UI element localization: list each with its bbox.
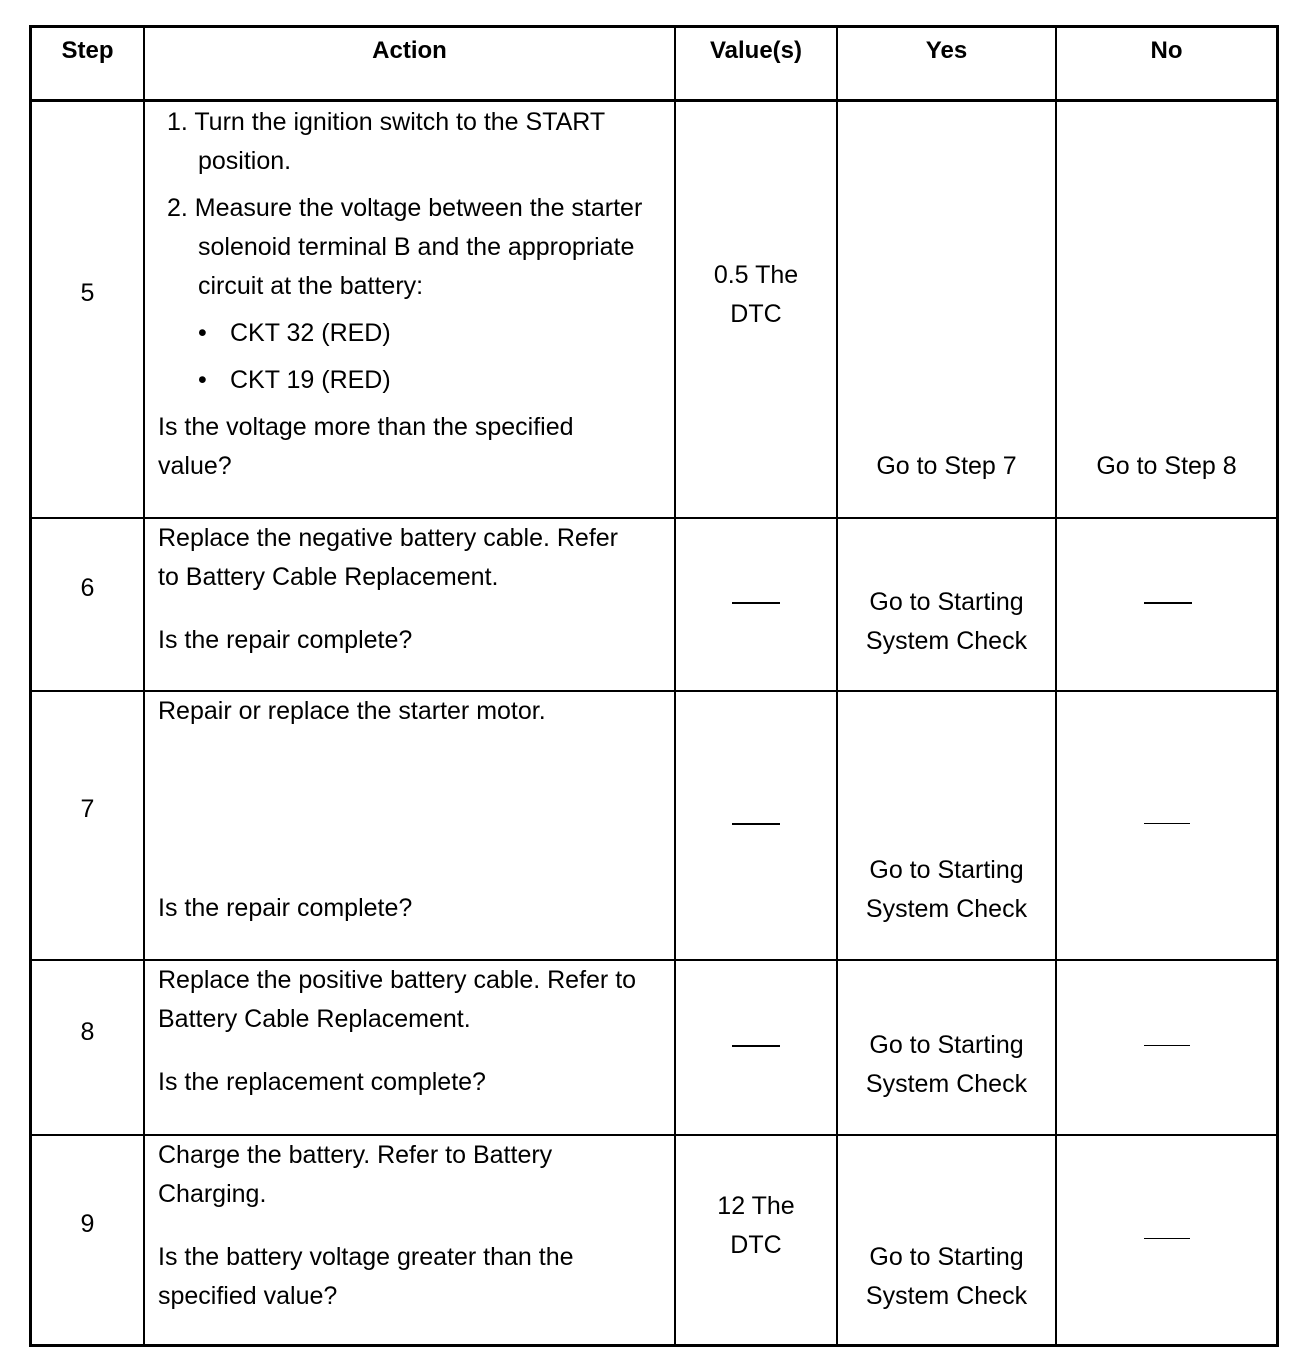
action-question: Is the battery voltage greater than the specified value? [158,1243,574,1310]
step-number: 9 [80,1210,95,1238]
no-cell: Go to Step 8 [1096,452,1237,480]
row-divider [32,99,1276,102]
column-divider [674,28,676,1344]
value-cell: 0.5 The DTC [713,261,799,328]
yes-cell: Go to Starting System Check [865,1243,1028,1310]
action-step-item: 1. Turn the ignition switch to the START position. [167,108,605,175]
action-text: Charge the battery. Refer to Battery Charging. [158,1141,553,1208]
step-number: 5 [80,279,95,307]
yes-cell: Go to Starting System Check [865,588,1028,655]
action-text: Replace the negative battery cable. Refer to Battery Cable Replacement. [158,524,618,591]
no-dash [1144,1045,1190,1046]
yes-cell: Go to Starting System Check [865,856,1028,923]
value-dash [732,602,780,604]
action-cell [158,519,664,660]
no-dash [1144,602,1192,604]
header-action: Action [372,37,447,64]
yes-cell: Go to Starting System Check [865,1031,1028,1098]
action-question: Is the repair complete? [158,894,413,922]
action-cell [158,103,664,486]
circuit-bullet: • CKT 19 (RED) [158,361,664,400]
step-number: 8 [80,1018,95,1046]
circuit-bullet: • CKT 32 (RED) [158,314,664,353]
value-dash [732,823,780,825]
diagnostic-table [29,25,1279,1347]
action-cell [158,961,664,1102]
step-number: 6 [80,574,95,602]
column-divider [143,28,145,1344]
action-step-item: 2. Measure the voltage between the starter solenoid terminal B and the appropriate circuit at the battery: [167,194,643,300]
action-text: Replace the positive battery cable. Refer to Battery Cable Replacement. [158,966,637,1033]
action-cell [158,1136,664,1316]
header-step: Step [61,37,114,64]
column-divider [836,28,838,1344]
value-cell: 12 The DTC [717,1192,795,1259]
action-cell [158,692,664,957]
value-dash [732,1045,780,1047]
step-number: 7 [80,795,95,823]
header-no: No [1150,37,1183,64]
no-dash [1144,823,1190,824]
action-question: Is the voltage more than the specified value? [158,413,574,480]
yes-cell: Go to Step 7 [876,452,1017,480]
action-question: Is the repair complete? [158,626,413,654]
action-text: Repair or replace the starter motor. [158,697,546,725]
column-divider [1055,28,1057,1344]
header-values: Value(s) [709,37,803,64]
no-dash [1144,1238,1190,1239]
action-question: Is the replacement complete? [158,1068,486,1096]
header-yes: Yes [925,37,968,64]
